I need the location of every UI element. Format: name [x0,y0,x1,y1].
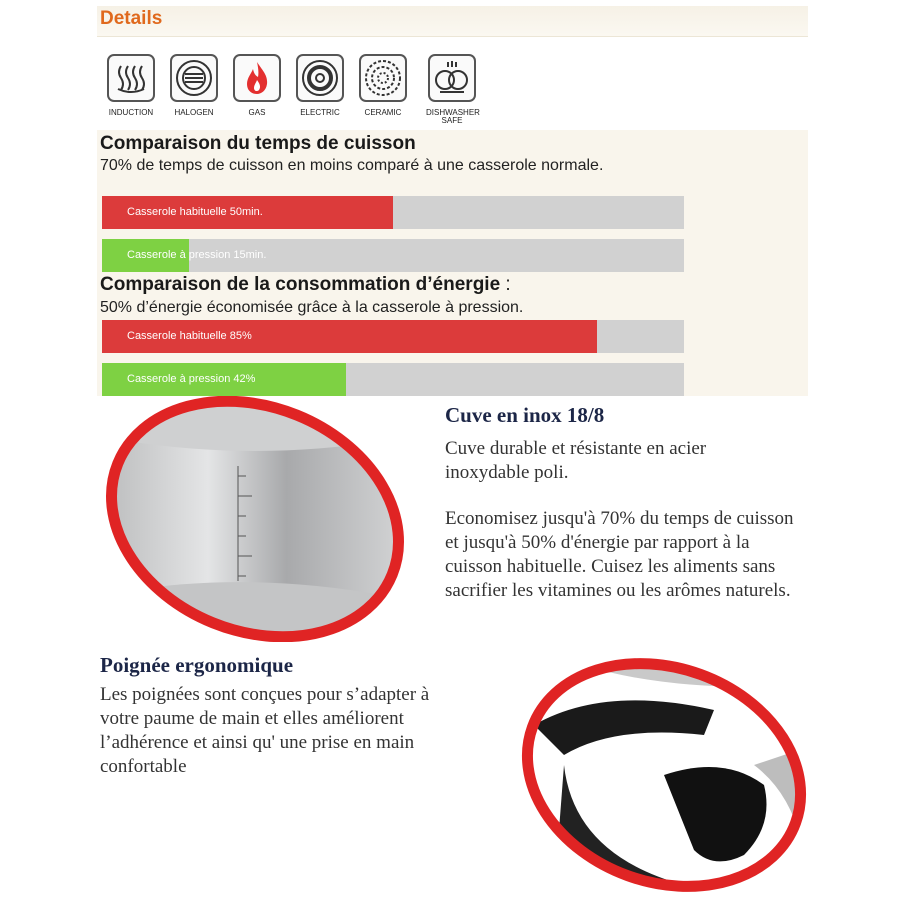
bar-regular-energy [102,320,684,353]
cuve-paragraph-2: Economisez jusqu'à 70% du temps de cuisson et jusqu'à 50% d'énergie par rapport à la cuisson habituelle. Cuisez les aliments sans sacrifier les vitamines ou les arômes naturels. [445,508,794,601]
details-title: Details [100,8,163,29]
induction-icon [107,54,155,102]
icon-label-ceramic: CERAMIC [364,108,402,117]
energy-title [100,274,511,296]
poignee-title: Poignée ergonomique [100,653,294,677]
energy-subtitle: 50% d’énergie économisée grâce à la casserole à pression. [100,299,524,316]
bar-pressure-cooking-time [102,239,684,272]
halogen-icon [170,54,218,102]
cuve-title: Cuve en inox 18/8 [445,403,605,427]
icon-label-electric: ELECTRIC [300,108,340,117]
poignee-paragraph: Les poignées sont conçues pour s’adapter à votre paume de main et elles améliorent l’adhérence et ainsi qu' une prise en main confortable [100,684,430,777]
gas-flame-icon [233,54,281,102]
energy-title-text: Comparaison de la consommation d’énergie [100,274,501,295]
dishwasher-icon [428,54,476,102]
cuve-paragraph-1: Cuve durable et résistante en acier inoxydable poli. [445,438,707,483]
energy-title-suffix: : [500,274,511,295]
cooking-time-subtitle: 70% de temps de cuisson en moins comparé à une casserole normale. [100,157,604,174]
electric-icon [296,54,344,102]
icon-label-induction: INDUCTION [108,108,154,117]
bar-label: Casserole à pression 15min. [127,249,267,261]
bar-pressure-energy [102,363,684,396]
icon-label-dishwasher: DISHWASHER SAFE [426,108,480,125]
cooking-time-title: Comparaison du temps de cuisson [100,133,416,154]
icon-label-halogen: HALOGEN [174,108,214,117]
details-header-bar [97,6,808,37]
stainless-bowl-image [98,396,412,642]
bar-label: Casserole habituelle 85% [127,330,252,342]
icon-label-gas: GAS [248,108,266,117]
ceramic-icon [359,54,407,102]
bar-regular-cooking-time [102,196,684,229]
handle-image [514,655,814,895]
bar-label: Casserole habituelle 50min. [127,206,263,218]
bar-label: Casserole à pression 42% [127,373,256,385]
